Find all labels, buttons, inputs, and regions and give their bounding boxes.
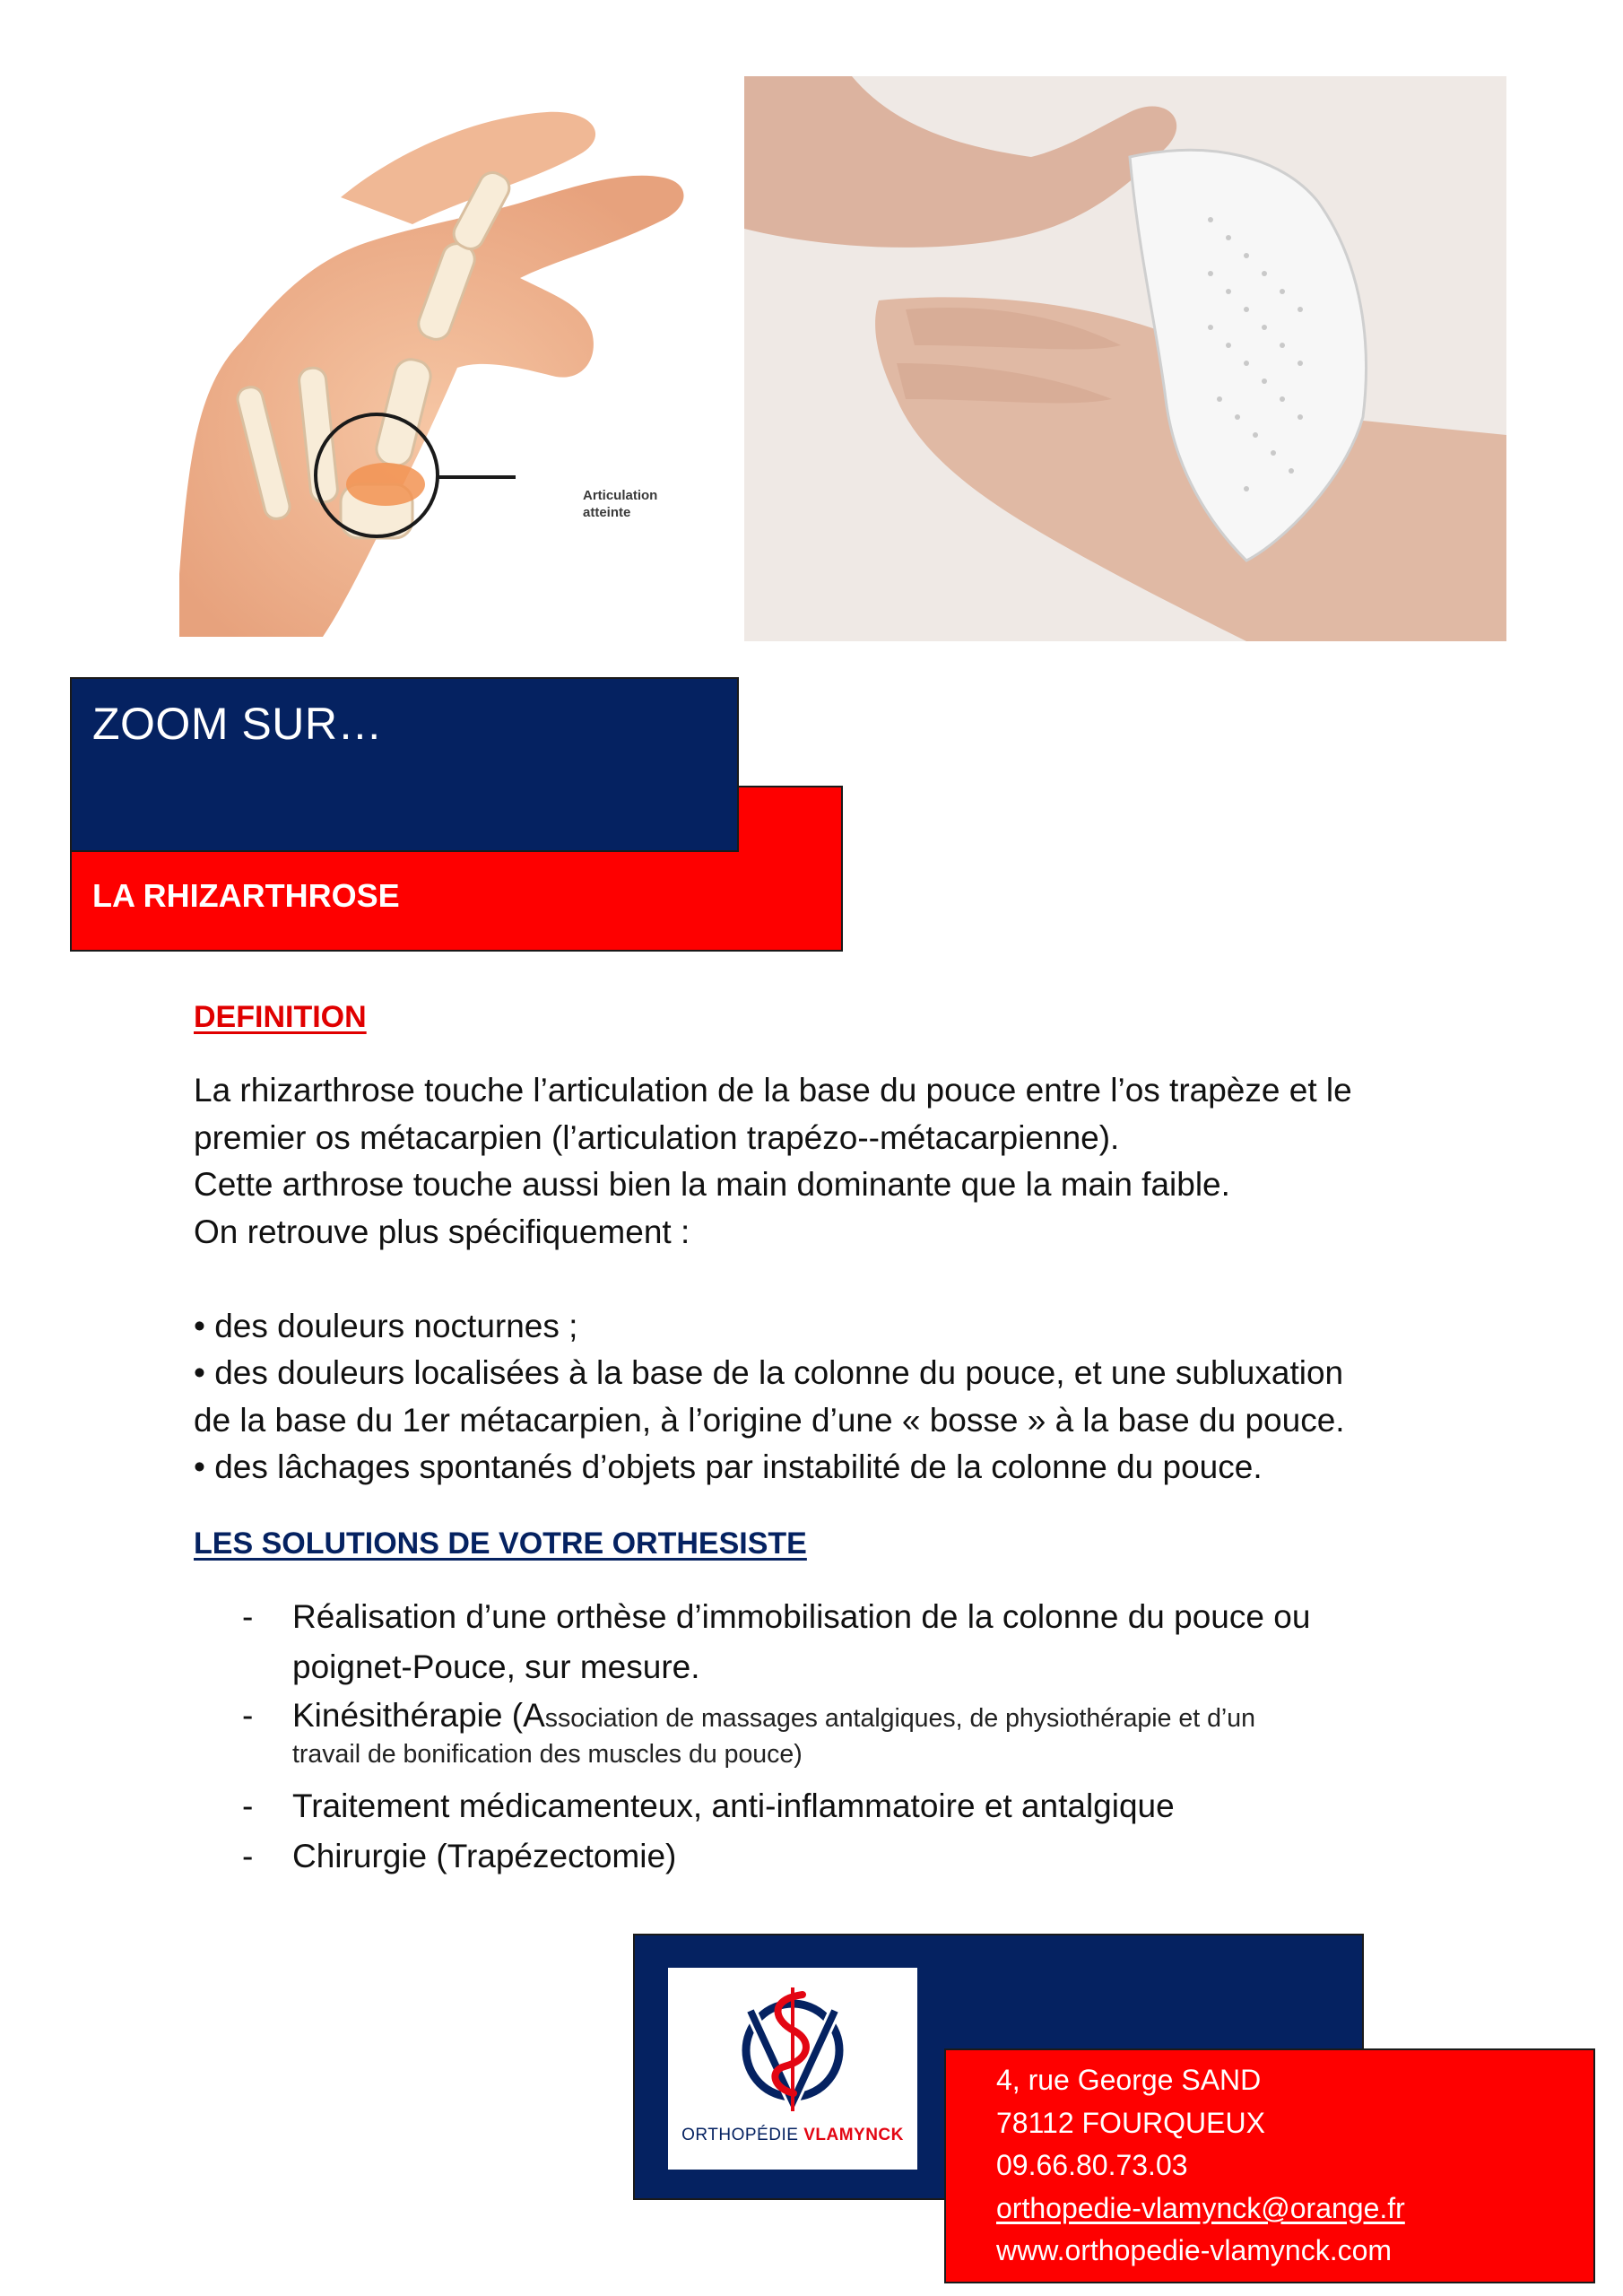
logo-wordmark: ORTHOPÉDIE VLAMYNCK: [681, 2126, 904, 2144]
definition-line: On retrouve plus spécifiquement :: [194, 1213, 690, 1250]
phone-number: 09.66.80.73.03: [996, 2149, 1188, 2181]
definition-body: [194, 1067, 1494, 1492]
company-logo: [668, 1968, 917, 2170]
thumb-orthosis-photo: [744, 76, 1506, 641]
symptom-line: • des douleurs localisées à la base de la colonne du pouce, et une subluxation: [194, 1354, 1344, 1391]
orthosis-photo-drawing: [744, 76, 1506, 641]
symptom-line: • des lâchages spontanés d’objets par instabilité de la colonne du pouce.: [194, 1448, 1263, 1485]
solution-item-medication: - Traitement médicamenteux, anti-inflammatoire et antalgique: [242, 1787, 1175, 1824]
definition-heading: DEFINITION: [194, 1000, 367, 1034]
solution-item-physio: - Kinésithérapie (Association de massages antalgiques, de physiothérapie et d’un travail de bonification des muscles du pouce): [242, 1697, 1255, 1769]
solutions-list: [242, 1592, 1497, 1882]
definition-line: La rhizarthrose touche l’articulation de la base du pouce entre l’os trapèze et le: [194, 1072, 1352, 1109]
zoom-title: ZOOM SUR…: [92, 699, 383, 749]
solution-item-surgery: - Chirurgie (Trapézectomie): [242, 1838, 677, 1874]
solutions-heading: LES SOLUTIONS DE VOTRE ORTHESISTE: [194, 1526, 807, 1561]
joint-annotation-label: Articulation atteinte: [583, 488, 658, 520]
symptom-line: • des douleurs nocturnes ;: [194, 1307, 578, 1344]
address-city: 78112 FOURQUEUX: [996, 2106, 1265, 2139]
symptom-line: de la base du 1er métacarpien, à l’origine d’une « bosse » à la base du pouce.: [194, 1401, 1345, 1439]
contact-info: [996, 2059, 1405, 2273]
hand-skeleton-drawing: [161, 72, 735, 637]
website-link[interactable]: www.orthopedie-vlamynck.com: [996, 2234, 1393, 2266]
subject-title: LA RHIZARTHROSE: [92, 877, 400, 914]
definition-line: Cette arthrose touche aussi bien la main dominante que la main faible.: [194, 1166, 1230, 1203]
thumb-anatomy-illustration: [161, 72, 735, 637]
definition-line: premier os métacarpien (l’articulation trapézo--métacarpienne).: [194, 1118, 1120, 1156]
logo-emblem-icon: [668, 1968, 917, 2125]
email-link[interactable]: orthopedie-vlamynck@orange.fr: [996, 2191, 1405, 2224]
solution-item-orthosis: - Réalisation d’une orthèse d’immobilisation de la colonne du pouce ou poignet-Pouce, sur mesure.: [242, 1598, 1311, 1685]
address-street: 4, rue George SAND: [996, 2064, 1262, 2096]
